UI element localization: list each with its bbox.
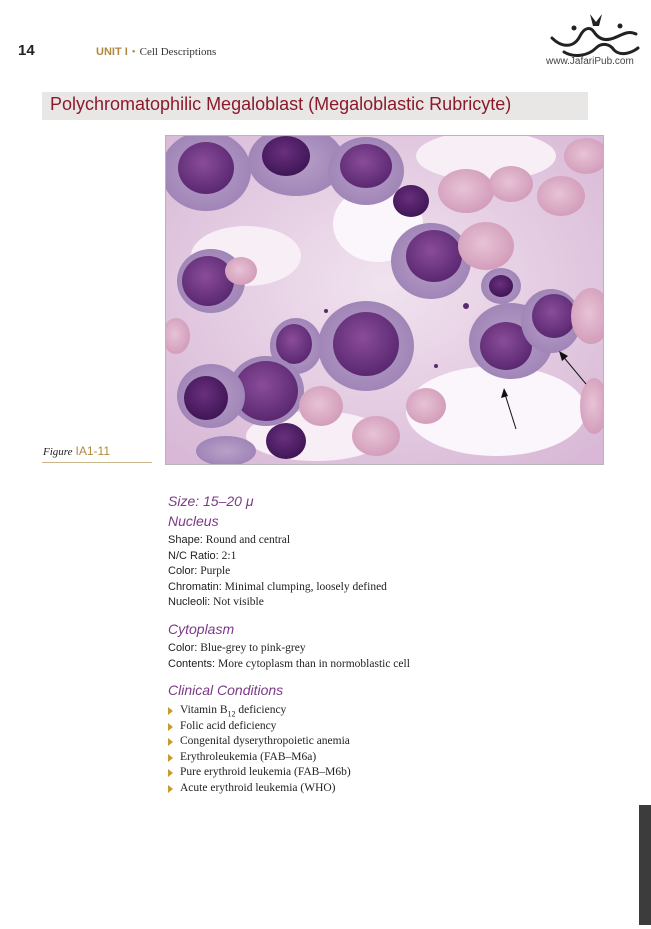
list-item	[168, 782, 351, 798]
cytoplasm-color-row	[168, 642, 306, 654]
clinical-item-text: Pure erythroid leukemia (FAB–M6b)	[180, 766, 351, 778]
running-head	[96, 46, 216, 58]
page-number: 14	[18, 42, 35, 59]
clinical-item-text: Erythroleukemia (FAB–M6a)	[180, 750, 317, 763]
cytoplasm-contents-value: More cytoplasm than in normoblastic cell	[217, 658, 410, 670]
bullet-icon	[168, 754, 173, 762]
separator-dot: •	[131, 46, 136, 58]
cytoplasm-heading: Cytoplasm	[168, 621, 235, 637]
clinical-item-text: Congenital dyserythropoietic anemia	[180, 735, 350, 747]
nucleus-nucleoli-value: Not visible	[213, 596, 264, 608]
list-item	[168, 720, 351, 736]
bullet-icon	[168, 785, 173, 793]
bullet-icon	[168, 707, 173, 715]
nucleus-shape-label: Shape:	[168, 534, 203, 546]
bullet-icon	[168, 769, 173, 777]
bullet-icon	[168, 723, 173, 731]
list-item	[168, 704, 351, 720]
cytoplasm-color-value: Blue-grey to pink-grey	[200, 642, 306, 654]
nucleus-shape-row	[168, 534, 290, 546]
nucleus-nucleoli-label: Nucleoli:	[168, 596, 211, 608]
nucleus-chromatin-value: Minimal clumping, loosely defined	[224, 581, 387, 593]
nucleus-color-label: Color:	[168, 565, 198, 577]
page-title: Polychromatophilic Megaloblast (Megaloblastic Rubricyte)	[50, 94, 512, 114]
publisher-url: www.JafariPub.com	[546, 56, 634, 67]
page-edge-tab	[639, 805, 651, 925]
list-item	[168, 766, 351, 782]
cytoplasm-contents-label: Contents:	[168, 658, 216, 670]
list-item	[168, 735, 351, 751]
micrograph-illustration	[166, 136, 603, 464]
nucleus-nc-ratio-row	[168, 550, 236, 562]
nucleus-nc-ratio-value: 2:1	[221, 550, 237, 562]
figure-label	[43, 444, 110, 458]
title-bar	[42, 92, 588, 120]
nucleus-heading: Nucleus	[168, 513, 219, 529]
figure-number: IA1-11	[75, 444, 110, 458]
nucleus-nc-ratio-label: N/C Ratio:	[168, 550, 219, 562]
cytoplasm-contents-row	[168, 658, 410, 670]
figure-prefix: Figure	[43, 446, 73, 458]
nucleus-color-row	[168, 565, 230, 577]
clinical-item-text: Acute erythroid leukemia (WHO)	[180, 781, 336, 794]
cytoplasm-color-label: Color:	[168, 642, 198, 654]
figure-rule	[42, 462, 152, 463]
nucleus-color-value: Purple	[200, 565, 231, 577]
list-item	[168, 751, 351, 767]
bullet-icon	[168, 738, 173, 746]
clinical-list	[168, 704, 351, 797]
size-heading: Size: 15–20 μ	[168, 493, 254, 509]
clinical-heading: Clinical Conditions	[168, 682, 284, 698]
clinical-item-subscript: 12	[227, 709, 236, 719]
nucleus-chromatin-label: Chromatin:	[168, 581, 222, 593]
clinical-item-text: Vitamin B	[180, 704, 228, 716]
clinical-item-text: Folic acid deficiency	[180, 719, 277, 732]
section-label: Cell Descriptions	[139, 46, 217, 58]
micrograph-image	[165, 135, 604, 465]
unit-label: UNIT I	[96, 46, 128, 58]
nucleus-shape-value: Round and central	[205, 534, 291, 546]
clinical-item-text-suffix: deficiency	[235, 704, 287, 716]
nucleus-chromatin-row	[168, 581, 387, 593]
nucleus-nucleoli-row	[168, 596, 264, 608]
